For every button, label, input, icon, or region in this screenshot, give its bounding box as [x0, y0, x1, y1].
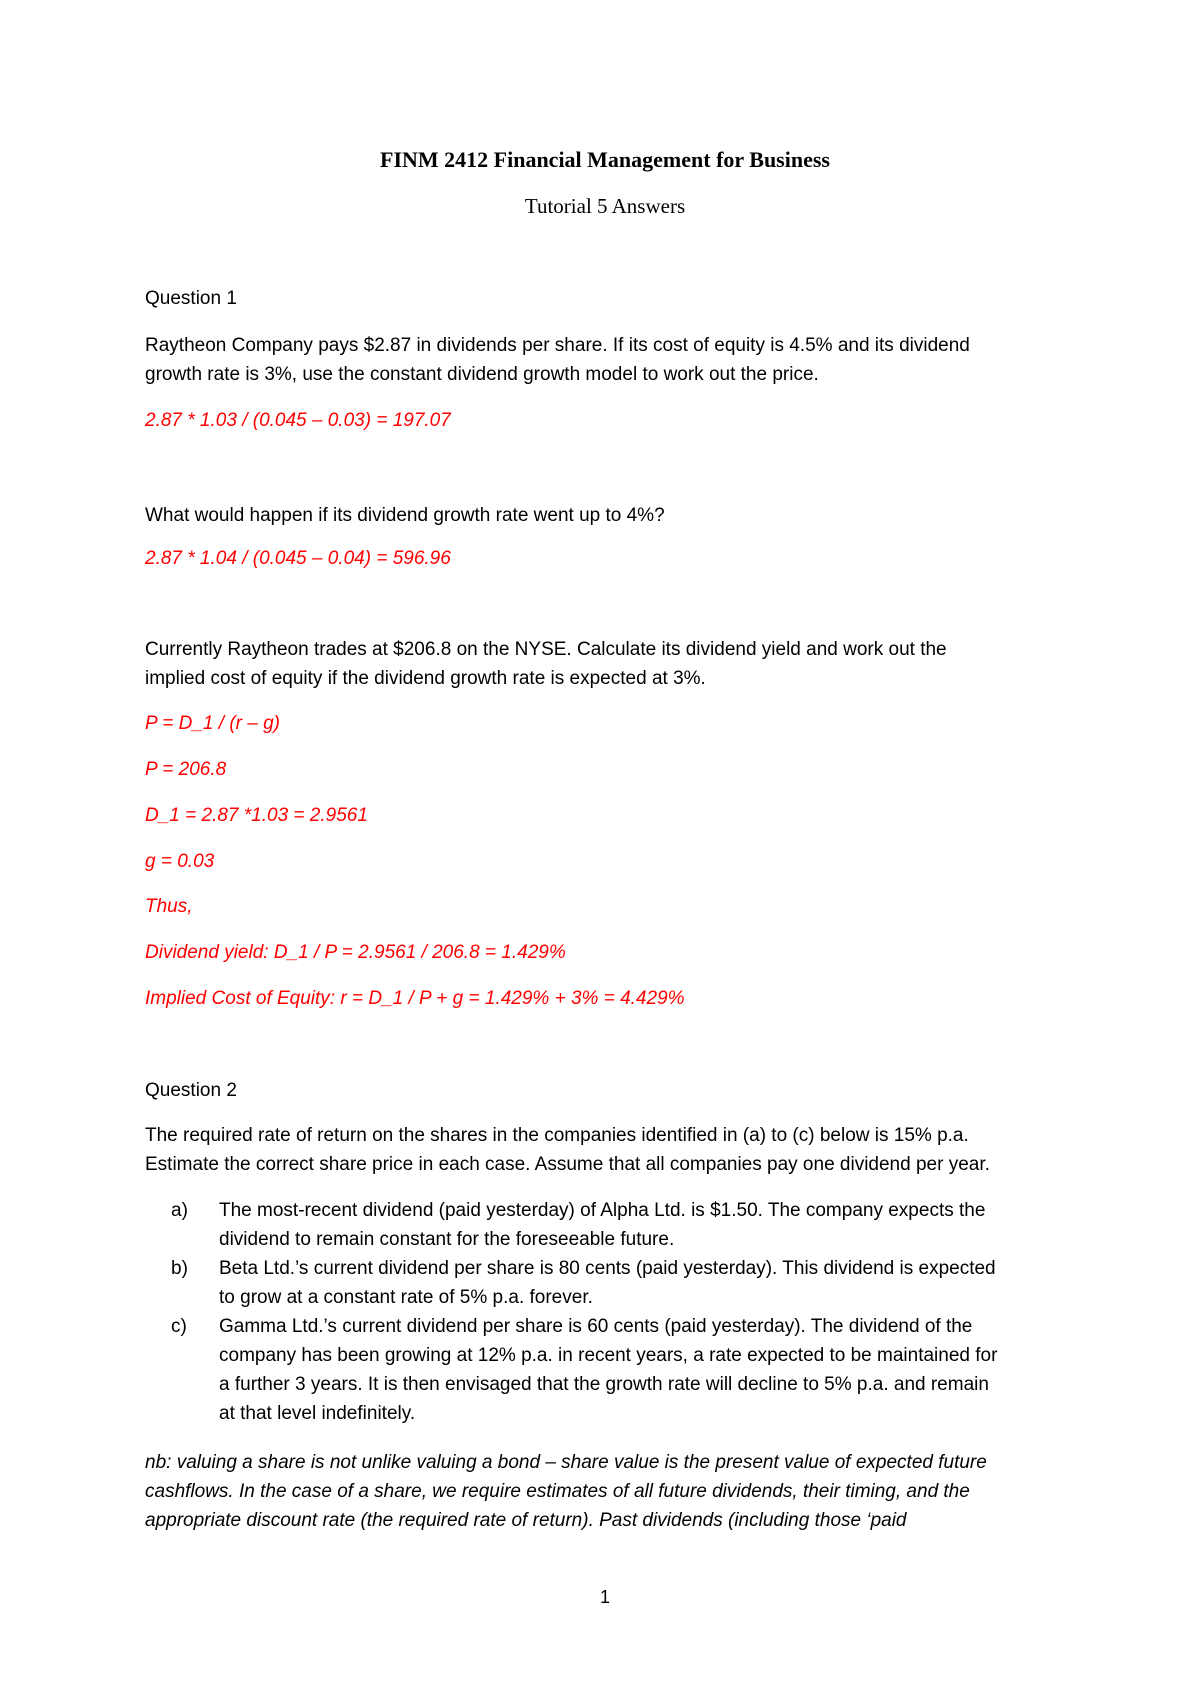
question-1-heading: Question 1 — [145, 288, 237, 309]
list-marker: b) — [171, 1258, 188, 1279]
question-1-prompt-line-2: growth rate is 3%, use the constant dividend growth model to work out the price. — [145, 364, 819, 385]
list-item-line: at that level indefinitely. — [219, 1403, 416, 1424]
question-2-intro-line-1: The required rate of return on the shares in the companies identified in (a) to (c) below is 15% p.a. — [145, 1125, 969, 1146]
document-subtitle: Tutorial 5 Answers — [524, 194, 686, 218]
question-2-list — [145, 1196, 1065, 1428]
document-title: FINM 2412 Financial Management for Business — [380, 147, 830, 172]
answer-step: P = 206.8 — [145, 759, 227, 780]
note-line: cashflows. In the case of a share, we require estimates of all future dividends, their timing, and the — [145, 1481, 970, 1502]
list-item-line: Gamma Ltd.’s current dividend per share is 60 cents (paid yesterday). The dividend of the — [219, 1316, 973, 1337]
list-item — [145, 1312, 1065, 1428]
list-item-line: dividend to remain constant for the foreseeable future. — [219, 1229, 675, 1250]
answer-step: Thus, — [145, 896, 193, 917]
note-line: nb: valuing a share is not unlike valuing a bond – share value is the present value of expected future — [145, 1452, 987, 1473]
question-1-prompt-2: What would happen if its dividend growth rate went up to 4%? — [145, 505, 665, 526]
list-item — [145, 1196, 1065, 1254]
answer-step: g = 0.03 — [145, 851, 215, 872]
list-marker: c) — [171, 1316, 187, 1337]
question-1-prompt-3-line-1: Currently Raytheon trades at $206.8 on the NYSE. Calculate its dividend yield and work out the — [145, 639, 947, 660]
dividend-yield-answer: Dividend yield: D_1 / P = 2.9561 / 206.8 = 1.429% — [145, 942, 566, 963]
question-1-answer-2: 2.87 * 1.04 / (0.045 – 0.04) = 596.96 — [145, 548, 451, 569]
list-marker: a) — [171, 1200, 188, 1221]
list-item-line: a further 3 years. It is then envisaged that the growth rate will decline to 5% p.a. and remain — [219, 1374, 989, 1395]
list-item-line: company has been growing at 12% p.a. in recent years, a rate expected to be maintained for — [219, 1345, 998, 1366]
question-2-intro-line-2: Estimate the correct share price in each case. Assume that all companies pay one dividend per year. — [145, 1154, 990, 1175]
question-2-heading: Question 2 — [145, 1080, 237, 1101]
question-1-prompt-line-1: Raytheon Company pays $2.87 in dividends per share. If its cost of equity is 4.5% and its dividend — [145, 335, 970, 356]
answer-step: P = D_1 / (r – g) — [145, 713, 280, 734]
note-line: appropriate discount rate (the required rate of return). Past dividends (including those ‘paid — [145, 1510, 907, 1531]
list-item-line: The most-recent dividend (paid yesterday) of Alpha Ltd. is $1.50. The company expects the — [219, 1200, 986, 1221]
page-number: 1 — [599, 1587, 610, 1607]
list-item-line: Beta Ltd.’s current dividend per share is 80 cents (paid yesterday). This dividend is expected — [219, 1258, 996, 1279]
question-1-answer-1: 2.87 * 1.03 / (0.045 – 0.03) = 197.07 — [145, 410, 451, 431]
answer-step: D_1 = 2.87 *1.03 = 2.9561 — [145, 805, 368, 826]
document-page — [145, 0, 1065, 1696]
implied-cost-of-equity-answer: Implied Cost of Equity: r = D_1 / P + g = 1.429% + 3% = 4.429% — [145, 988, 685, 1009]
list-item-line: to grow at a constant rate of 5% p.a. forever. — [219, 1287, 593, 1308]
list-item — [145, 1254, 1065, 1312]
question-1-prompt-3-line-2: implied cost of equity if the dividend growth rate is expected at 3%. — [145, 668, 706, 689]
